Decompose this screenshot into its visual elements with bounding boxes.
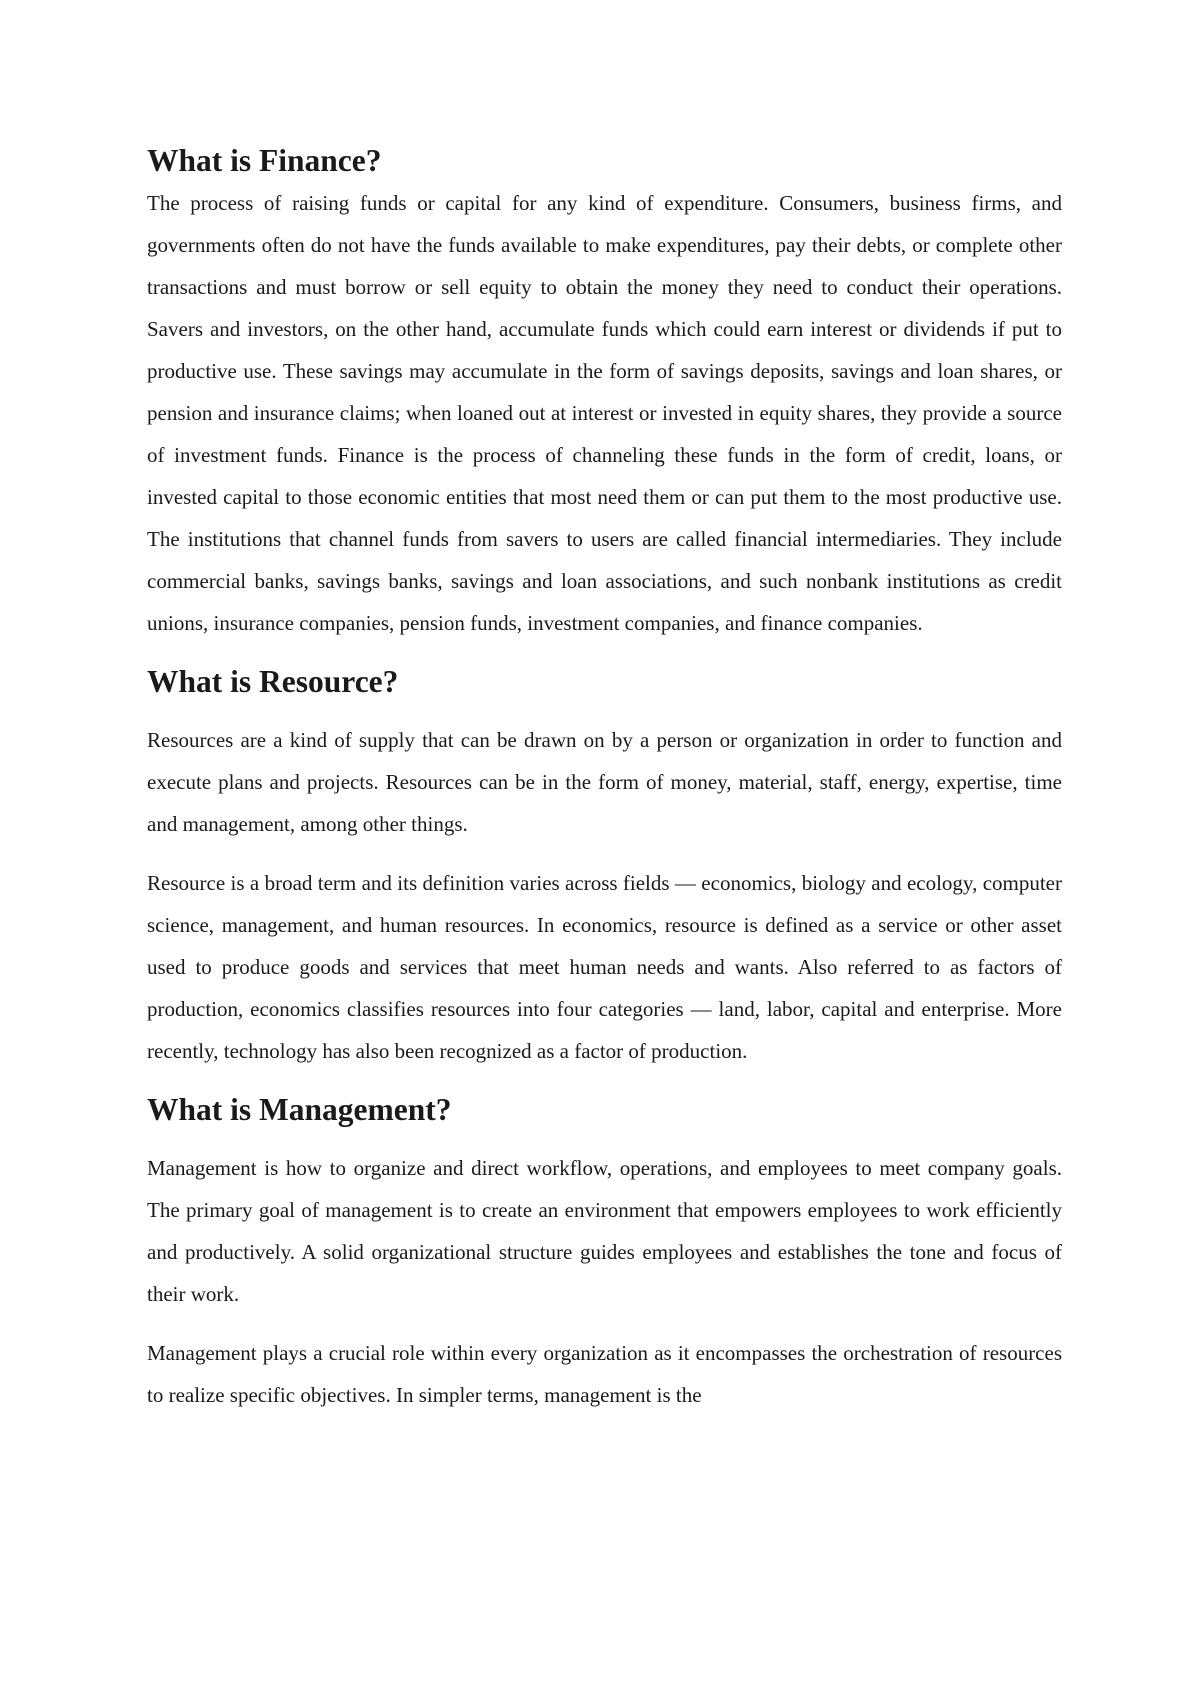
section-heading-resource: What is Resource? — [147, 664, 399, 699]
document-page — [147, 140, 1062, 1416]
resource-paragraph-2: Resource is a broad term and its definition varies across fields — economics, biology and ecology, computer science, management, and human resources. In economics, resource is defined as a service or other asset used to produce goods and services that meet human needs and wants. Also referred to as factors of production, economics classifies resources into four categories — land, labor, capital and enterprise. More recently, technology has also been recognized as a factor of production. — [147, 871, 1062, 1063]
section-heading-management: What is Management? — [147, 1092, 452, 1127]
section-heading-finance: What is Finance? — [147, 143, 382, 178]
finance-paragraph-1: The process of raising funds or capital for any kind of expenditure. Consumers, business firms, and governments often do not have the funds available to make expenditures, pay their debts, or complete other transactions and must borrow or sell equity to obtain the money they need to conduct their operations. Savers and investors, on the other hand, accumulate funds which could earn interest or dividends if put to productive use. These savings may accumulate in the form of savings deposits, savings and loan shares, or pension and insurance claims; when loaned out at interest or invested in equity shares, they provide a source of investment funds. Finance is the process of channeling these funds in the form of credit, loans, or invested capital to those economic entities that most need them or can put them to the most productive use. The institutions that channel funds from savers to users are called financial intermediaries. They include commercial banks, savings banks, savings and loan associations, and such nonbank institutions as credit unions, insurance companies, pension funds, investment companies, and finance companies. — [147, 191, 1062, 635]
management-paragraph-2: Management plays a crucial role within every organization as it encompasses the orchestration of resources to realize specific objectives. In simpler terms, management is the — [147, 1341, 1062, 1407]
resource-paragraph-1: Resources are a kind of supply that can be drawn on by a person or organization in order to function and execute plans and projects. Resources can be in the form of money, material, staff, energy, expertise, time and management, among other things. — [147, 728, 1062, 836]
management-paragraph-1: Management is how to organize and direct workflow, operations, and employees to meet company goals. The primary goal of management is to create an environment that empowers employees to work efficiently and productively. A solid organizational structure guides employees and establishes the tone and focus of their work. — [147, 1156, 1062, 1306]
